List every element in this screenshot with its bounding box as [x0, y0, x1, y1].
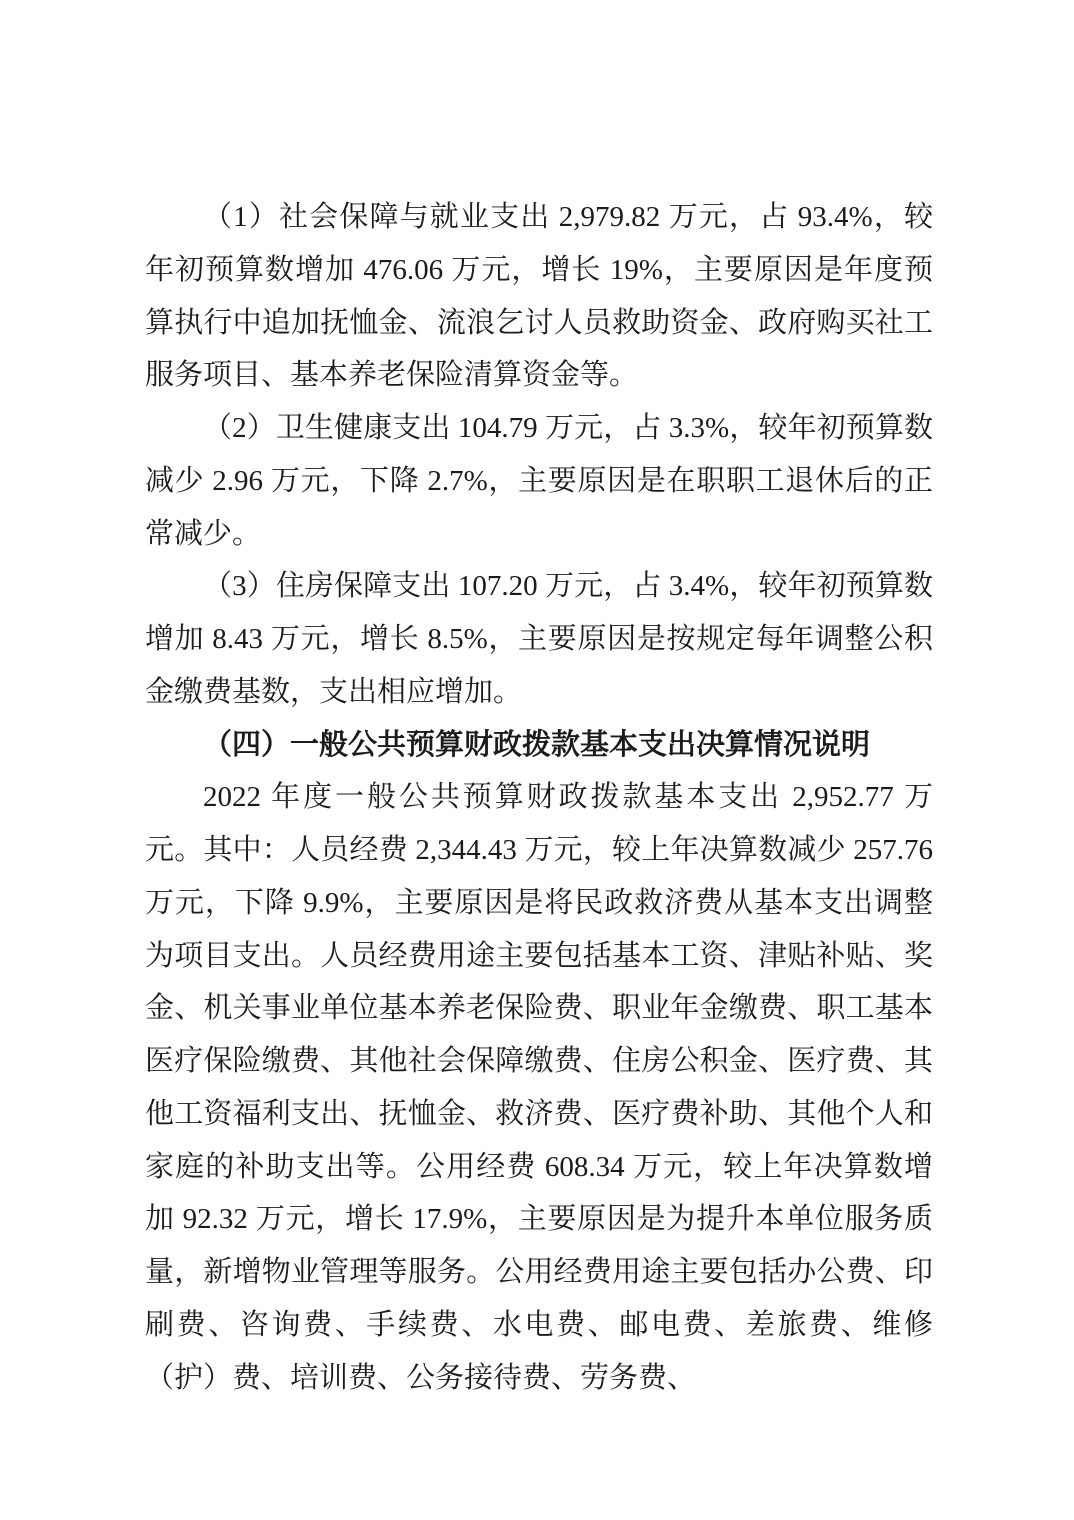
paragraph-housing-security-expenditure: （3）住房保障支出 107.20 万元，占 3.4%，较年初预算数增加 8.43 万元，增长 8.5%，主要原因是按规定每年调整公积金缴费基数，支出相应增加。 [145, 570, 933, 708]
paragraph-basic-expenditure-detail: 2022 年度一般公共预算财政拨款基本支出 2,952.77 万元。其中：人员经费 2,344.43 万元，较上年决算数减少 257.76 万元，下降 9.9%，主要原因是将民政救济费从基本支出调整为项目支出。人员经费用途主要包括基本工资、津贴补贴、奖金、机关事业单位基本养老保险费、职业年金缴费、职工基本医疗保险缴费、其他社会保障缴费、住房公积金、医疗费、其他工资福利支出、抚恤金、救济费、医疗费补助、其他个人和家庭的补助支出等。公用经费 608.34 万元，较上年决算数增加 92.32 万元，增长 17.9%，主要原因是为提升本单位服务质量，新增物业管理等服务。公用经费用途主要包括办公费、印刷费、咨询费、手续费、水电费、邮电费、差旅费、维修（护）费、培训费、公务接待费、劳务费、 [145, 781, 933, 1394]
paragraph-health-expenditure: （2）卫生健康支出 104.79 万元，占 3.3%，较年初预算数减少 2.96 万元，下降 2.7%，主要原因是在职职工退休后的正常减少。 [145, 412, 933, 550]
document-text-block [145, 191, 933, 1404]
section-heading-basic-expenditure: （四）一般公共预算财政拨款基本支出决算情况说明 [203, 728, 871, 761]
paragraph-social-security-employment-expenditure: （1）社会保障与就业支出 2,979.82 万元，占 93.4%，较年初预算数增加 476.06 万元，增长 19%，主要原因是年度预算执行中追加抚恤金、流浪乞讨人员救助资金、政府购买社工服务项目、基本养老保险清算资金等。 [145, 201, 933, 392]
